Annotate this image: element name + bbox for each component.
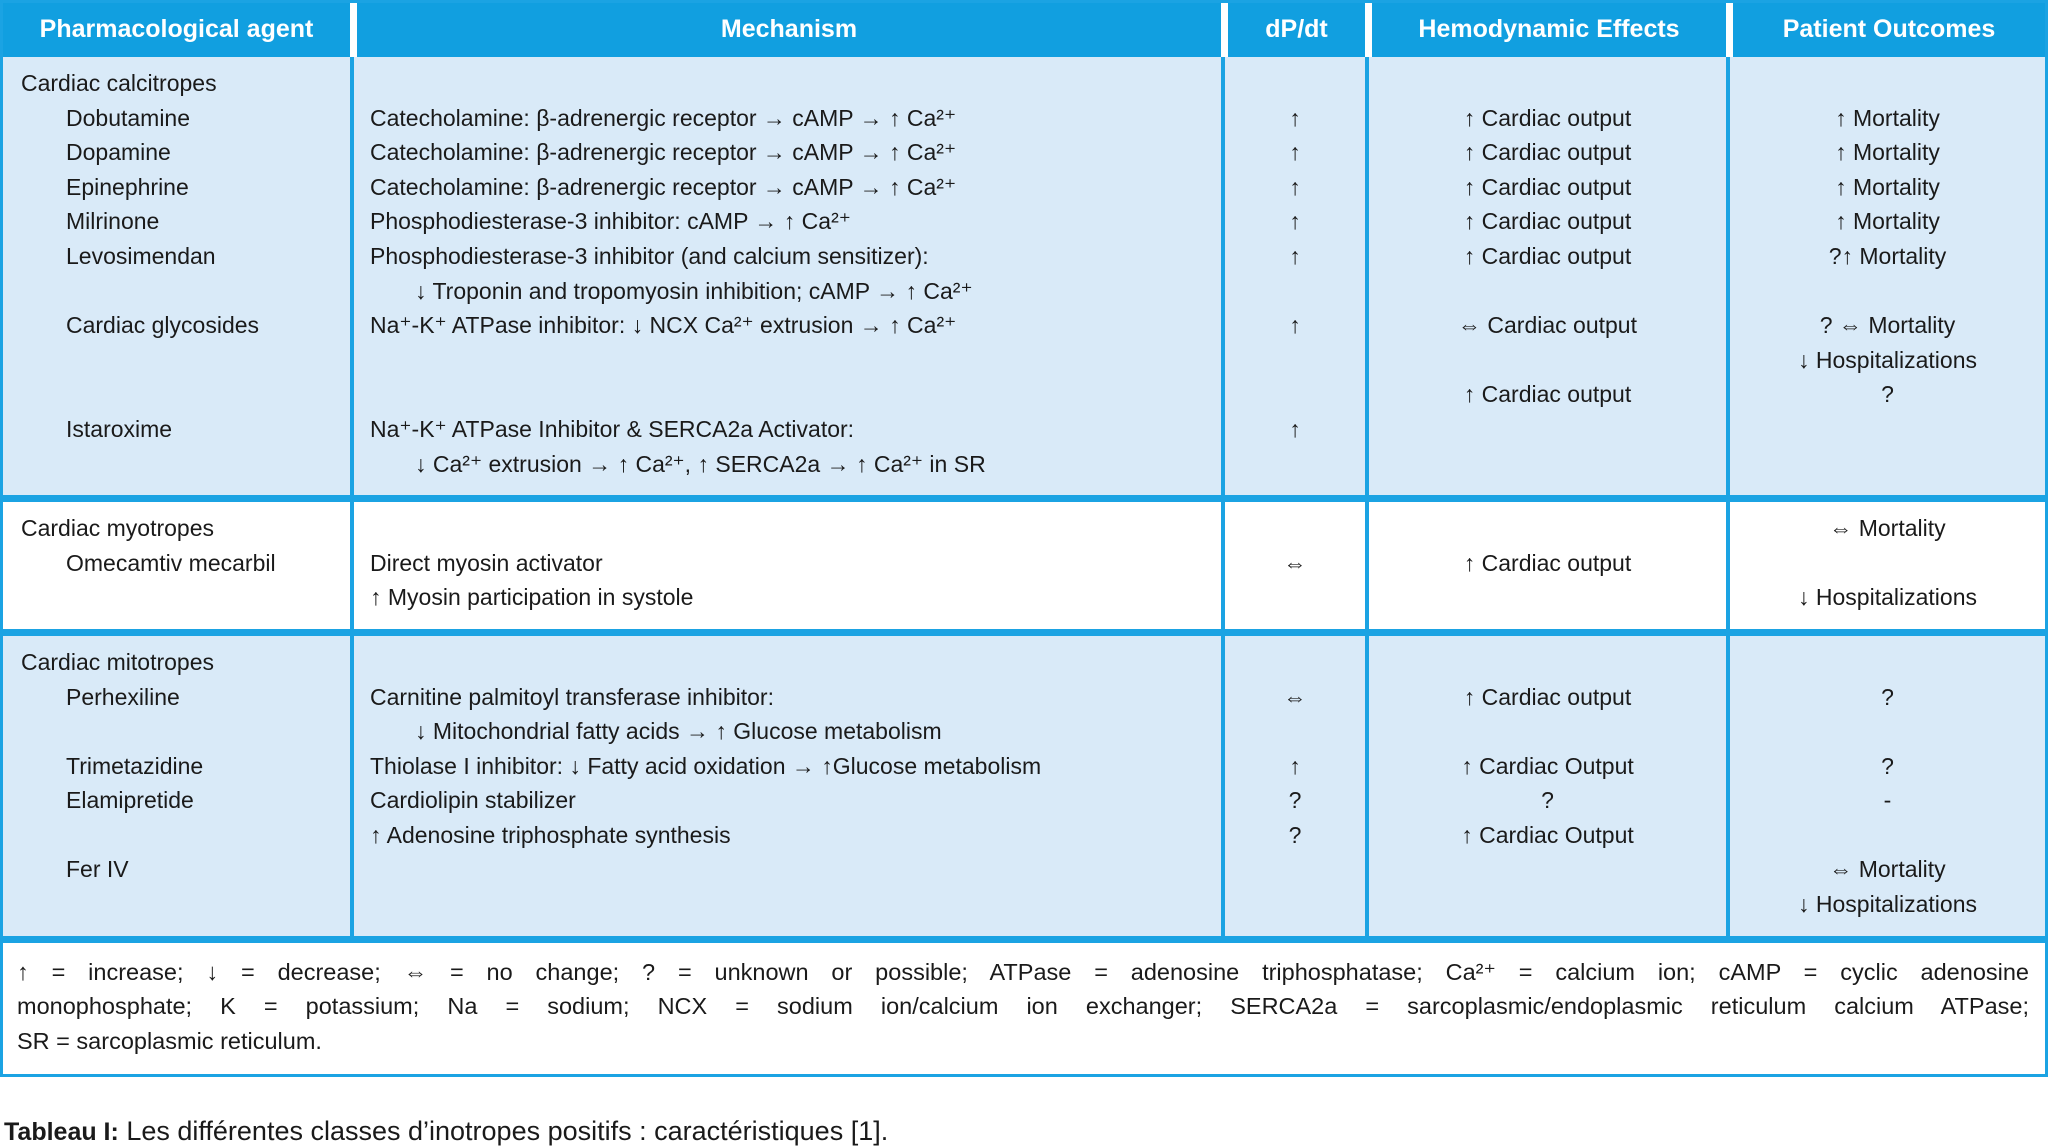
section-cardiac-calcitropes — [3, 57, 2045, 495]
hemodynamic-line: ⇔ Cardiac output — [1458, 312, 1637, 339]
mechanism-line: ↑ Adenosine triphosphate synthesis — [370, 821, 731, 848]
mechanism-line — [354, 887, 1221, 922]
outcomes-line: ↓ Hospitalizations — [1798, 584, 1977, 611]
dpdt-line — [1225, 511, 1365, 546]
dpdt-line — [1225, 343, 1365, 378]
agent-line: Milrinone — [21, 208, 160, 235]
hemodynamic-line — [1369, 447, 1726, 482]
hemodynamic-line — [1369, 887, 1726, 922]
agent-line: Epinephrine — [21, 173, 189, 200]
agent-line: Cardiac myotropes — [21, 515, 215, 542]
section-cardiac-myotropes — [3, 495, 2045, 629]
table-header-row — [3, 3, 2045, 57]
hemodynamic-line — [1369, 66, 1726, 101]
agent-line — [3, 377, 350, 412]
hemodynamic-line: ↑ Cardiac Output — [1461, 821, 1634, 848]
table-footnote — [3, 936, 2045, 1075]
outcomes-line — [1730, 714, 2045, 749]
outcomes-line: ↓ Hospitalizations — [1798, 891, 1977, 918]
hemodynamic-line: ↑ Cardiac Output — [1461, 752, 1634, 779]
dpdt-line — [1225, 645, 1365, 680]
caption-text: Les différentes classes d’inotropes positifs : caractéristiques [1]. — [118, 1116, 889, 1147]
footnote-line: ↑ = increase; ↓ = decrease; ⇔ = no change; ? = unknown or possible; ATPase = adenosine triphosphatase; Ca²⁺ = calcium ion; cAMP = cyclic adenosine — [17, 958, 2029, 985]
outcomes-line: ↑ Mortality — [1835, 104, 1940, 131]
hemodynamic-line — [1369, 412, 1726, 447]
dpdt-line: ? — [1288, 787, 1302, 814]
outcomes-line — [1730, 412, 2045, 447]
agent-line: Cardiac mitotropes — [21, 648, 215, 675]
table-body — [3, 57, 2045, 936]
outcomes-line: ? — [1881, 381, 1894, 408]
outcomes-line — [1730, 546, 2045, 581]
agent-line: Istaroxime — [21, 415, 173, 442]
agent-line — [3, 343, 350, 378]
outcomes-line — [1730, 274, 2045, 309]
hemodynamic-line: ↑ Cardiac output — [1463, 683, 1632, 710]
cardiac-calcitropes-outcomes-cell — [1726, 57, 2045, 495]
agent-line — [3, 887, 350, 922]
dpdt-line: ↑ — [1289, 104, 1301, 131]
agent-line: Trimetazidine — [21, 752, 204, 779]
hemodynamic-line: ↑ Cardiac output — [1463, 173, 1632, 200]
outcomes-line: ? ⇔ Mortality — [1819, 312, 1956, 339]
mechanism-line — [354, 66, 1221, 101]
mechanism-line: ↓ Mitochondrial fatty acids → ↑ Glucose metabolism — [370, 718, 942, 745]
outcomes-line: ⇔ Mortality — [1829, 856, 1946, 883]
mechanism-line — [354, 645, 1221, 680]
outcomes-line — [1730, 818, 2045, 853]
mechanism-line: Phosphodiesterase-3 inhibitor (and calcium sensitizer): — [370, 242, 929, 269]
agent-line: Omecamtiv mecarbil — [21, 549, 276, 576]
dpdt-line: ⇔ — [1283, 549, 1307, 576]
dpdt-line — [1225, 66, 1365, 101]
outcomes-line: ?↑ Mortality — [1828, 242, 1947, 269]
dpdt-line — [1225, 580, 1365, 615]
agent-line: Elamipretide — [21, 787, 194, 814]
mechanism-line: Catecholamine: β-adrenergic receptor → cAMP → ↑ Ca²⁺ — [370, 139, 957, 166]
table-caption — [4, 1115, 2048, 1148]
cardiac-calcitropes-agent-cell — [3, 57, 350, 495]
column-header-dpdt: dP/dt — [1221, 3, 1365, 57]
outcomes-line: ⇔ Mortality — [1829, 515, 1946, 542]
outcomes-line: ? — [1881, 683, 1894, 710]
outcomes-line: ↑ Mortality — [1835, 173, 1940, 200]
dpdt-line — [1225, 852, 1365, 887]
cardiac-calcitropes-dpdt-cell — [1221, 57, 1365, 495]
mechanism-line: Direct myosin activator — [370, 549, 603, 576]
hemodynamic-line: ? — [1541, 787, 1554, 814]
dpdt-line: ↑ — [1289, 242, 1301, 269]
hemodynamic-line — [1369, 645, 1726, 680]
cardiac-myotropes-agent-cell — [3, 502, 350, 629]
hemodynamic-line — [1369, 274, 1726, 309]
agent-line: Fer IV — [21, 856, 129, 883]
mechanism-line: Thiolase I inhibitor: ↓ Fatty acid oxidation → ↑Glucose metabolism — [370, 752, 1042, 779]
mechanism-line — [354, 511, 1221, 546]
outcomes-line: ↑ Mortality — [1835, 139, 1940, 166]
agent-line: Perhexiline — [21, 683, 180, 710]
cardiac-mitotropes-hemodynamic-cell — [1365, 636, 1726, 936]
cardiac-myotropes-outcomes-cell — [1726, 502, 2045, 629]
outcomes-line: ? — [1881, 752, 1894, 779]
mechanism-line: Catecholamine: β-adrenergic receptor → cAMP → ↑ Ca²⁺ — [370, 104, 957, 131]
dpdt-line: ↑ — [1289, 312, 1301, 339]
dpdt-line: ↑ — [1289, 415, 1301, 442]
mechanism-line: ↓ Ca²⁺ extrusion → ↑ Ca²⁺, ↑ SERCA2a → ↑ Ca²⁺ in SR — [370, 450, 986, 477]
outcomes-line: ↓ Hospitalizations — [1798, 346, 1977, 373]
dpdt-line: ↑ — [1289, 173, 1301, 200]
hemodynamic-line — [1369, 852, 1726, 887]
mechanism-line: Na⁺-K⁺ ATPase Inhibitor & SERCA2a Activator: — [370, 415, 855, 442]
agent-line: Cardiac glycosides — [21, 312, 260, 339]
mechanism-line: Cardiolipin stabilizer — [370, 787, 576, 814]
outcomes-line: ↑ Mortality — [1835, 208, 1940, 235]
mechanism-line: ↑ Myosin participation in systole — [370, 584, 694, 611]
agent-line — [3, 580, 350, 615]
cardiac-mitotropes-outcomes-cell — [1726, 636, 2045, 936]
hemodynamic-line — [1369, 511, 1726, 546]
cardiac-myotropes-hemodynamic-cell — [1365, 502, 1726, 629]
hemodynamic-line — [1369, 714, 1726, 749]
agent-line: Levosimendan — [21, 242, 216, 269]
caption-label: Tableau I: — [4, 1118, 119, 1147]
agent-line — [3, 714, 350, 749]
hemodynamic-line — [1369, 580, 1726, 615]
dpdt-line: ⇔ — [1283, 683, 1307, 710]
footnote-line: monophosphate; K = potassium; Na = sodium; NCX = sodium ion/calcium ion exchanger; SERCA2a = sarcoplasmic/endoplasmic reticulum calcium ATPase; — [17, 993, 2029, 1020]
agent-line: Dobutamine — [21, 104, 191, 131]
column-header-pharmacological-agent: Pharmacological agent — [39, 15, 314, 43]
hemodynamic-line: ↑ Cardiac output — [1463, 139, 1632, 166]
mechanism-line: Phosphodiesterase-3 inhibitor: cAMP → ↑ Ca²⁺ — [370, 208, 851, 235]
outcomes-line — [1730, 66, 2045, 101]
cardiac-mitotropes-mechanism-cell — [350, 636, 1221, 936]
hemodynamic-line — [1369, 343, 1726, 378]
dpdt-line: ↑ — [1289, 139, 1301, 166]
cardiac-calcitropes-hemodynamic-cell — [1365, 57, 1726, 495]
cardiac-myotropes-mechanism-cell — [350, 502, 1221, 629]
column-header-mechanism: Mechanism — [350, 3, 1221, 57]
section-cardiac-mitotropes — [3, 629, 2045, 936]
dpdt-line: ↑ — [1289, 208, 1301, 235]
footnote-line: SR = sarcoplasmic reticulum. — [17, 1027, 322, 1054]
agent-line — [3, 447, 350, 482]
outcomes-line — [1730, 645, 2045, 680]
mechanism-line: Na⁺-K⁺ ATPase inhibitor: ↓ NCX Ca²⁺ extrusion → ↑ Ca²⁺ — [370, 312, 957, 339]
hemodynamic-line: ↑ Cardiac output — [1463, 104, 1632, 131]
mechanism-line — [354, 377, 1221, 412]
dpdt-line: ? — [1288, 821, 1302, 848]
dpdt-line: ↑ — [1289, 752, 1301, 779]
agent-line: Cardiac calcitropes — [21, 70, 217, 96]
hemodynamic-line: ↑ Cardiac output — [1463, 381, 1632, 408]
dpdt-line — [1225, 887, 1365, 922]
agent-line — [3, 818, 350, 853]
dpdt-line — [1225, 377, 1365, 412]
mechanism-line — [354, 343, 1221, 378]
cardiac-mitotropes-dpdt-cell — [1221, 636, 1365, 936]
agent-line: Dopamine — [21, 139, 171, 166]
dpdt-line — [1225, 274, 1365, 309]
column-header-hemodynamic-effects: Hemodynamic Effects — [1365, 3, 1726, 57]
cardiac-myotropes-dpdt-cell — [1221, 502, 1365, 629]
mechanism-line: ↓ Troponin and tropomyosin inhibition; cAMP → ↑ Ca²⁺ — [370, 277, 973, 304]
agent-line — [3, 274, 350, 309]
mechanism-line — [354, 852, 1221, 887]
hemodynamic-line: ↑ Cardiac output — [1463, 242, 1632, 269]
column-header-patient-outcomes: Patient Outcomes — [1726, 3, 2045, 57]
hemodynamic-line: ↑ Cardiac output — [1463, 208, 1632, 235]
outcomes-line: - — [1883, 787, 1892, 814]
mechanism-line: Carnitine palmitoyl transferase inhibitor: — [370, 683, 774, 710]
mechanism-line: Catecholamine: β-adrenergic receptor → cAMP → ↑ Ca²⁺ — [370, 173, 957, 200]
cardiac-calcitropes-mechanism-cell — [350, 57, 1221, 495]
outcomes-line — [1730, 447, 2045, 482]
hemodynamic-line: ↑ Cardiac output — [1463, 549, 1632, 576]
cardiac-mitotropes-agent-cell — [3, 636, 350, 936]
dpdt-line — [1225, 447, 1365, 482]
dpdt-line — [1225, 714, 1365, 749]
